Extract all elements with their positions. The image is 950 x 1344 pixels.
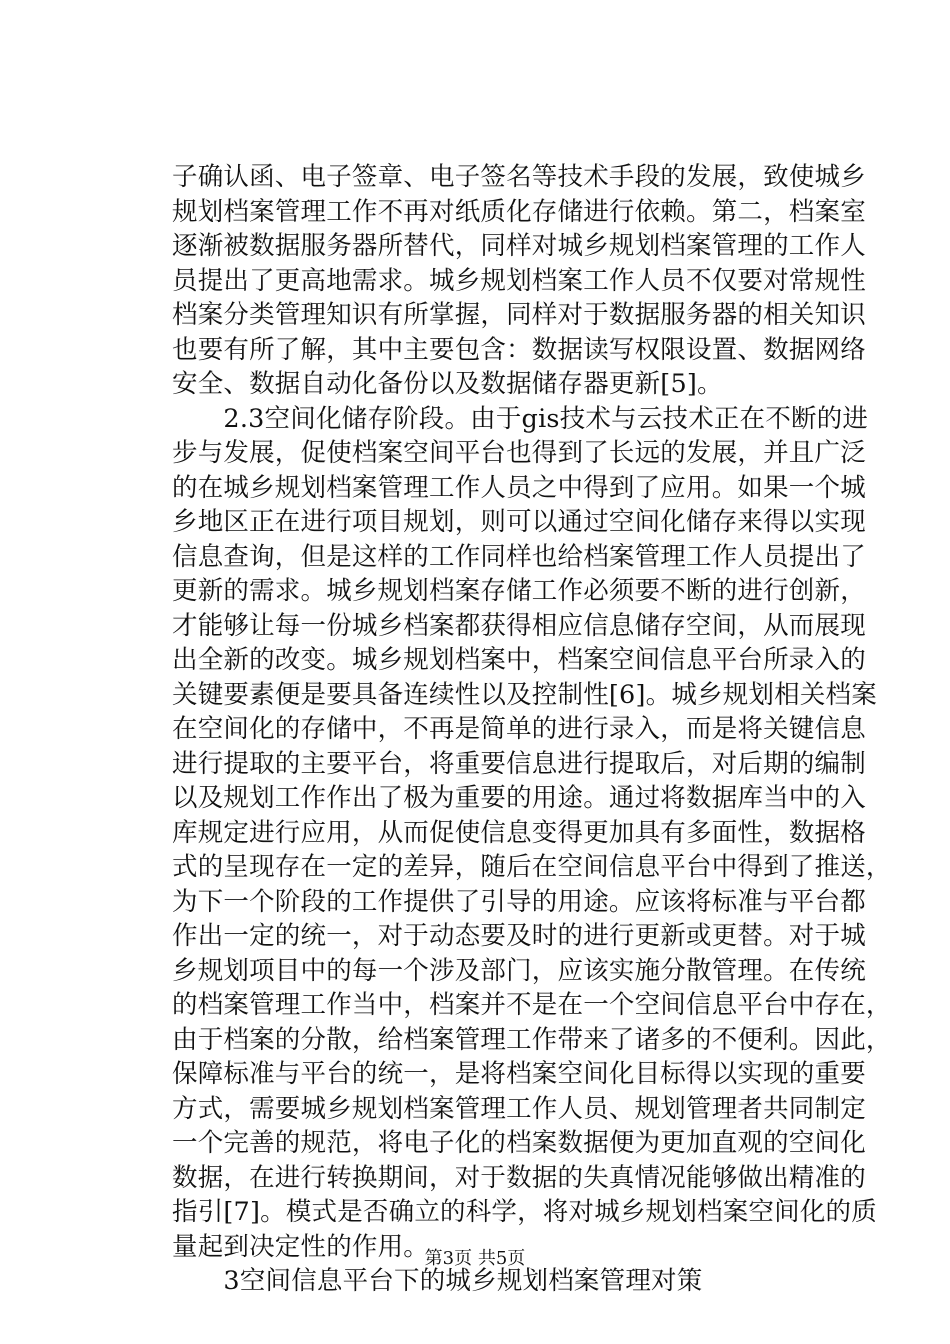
text-line: 式的呈现存在一定的差异，随后在空间信息平台中得到了推送， [172,852,892,882]
text-line: 指引[7]。模式是否确立的科学，将对城乡规划档案空间化的质 [172,1197,877,1227]
section-heading: 3空间信息平台下的城乡规划档案管理对策 [172,1266,703,1296]
text-line: 也要有所了解，其中主要包含：数据读写权限设置、数据网络 [172,334,866,365]
text-line: 安全、数据自动化备份以及数据储存器更新[5]。 [172,369,723,399]
text-line: 进行提取的主要平台，将重要信息进行提取后，对后期的编制 [172,748,866,779]
text-line: 量起到决定性的作用。 [172,1231,430,1262]
text-line: 逐渐被数据服务器所替代，同样对城乡规划档案管理的工作人 [172,231,866,261]
text-line: 信息查询，但是这样的工作同样也给档案管理工作人员提出了 [172,541,866,572]
text-line: 的档案管理工作当中，档案并不是在一个空间信息平台中存在， [172,990,892,1020]
text-line: 员提出了更高地需求。城乡规划档案工作人员不仅要对常规性 [172,265,866,296]
text-line: 子确认函、电子签章、电子签名等技术手段的发展，致使城乡 [172,162,866,192]
page-footer: 第3页 共5页 [424,1248,526,1269]
text-line: 一个完善的规范，将电子化的档案数据便为更加直观的空间化 [172,1128,866,1158]
text-line: 以及规划工作作出了极为重要的用途。通过将数据库当中的入 [172,783,866,813]
text-line: 由于档案的分散，给档案管理工作带来了诸多的不便利。因此， [172,1024,892,1055]
text-line: 方式，需要城乡规划档案管理工作人员、规划管理者共同制定 [172,1093,866,1124]
text-line: 才能够让每一份城乡档案都获得相应信息储存空间，从而展现 [172,610,866,641]
text-line: 规划档案管理工作不再对纸质化存储进行依赖。第二，档案室 [172,196,866,227]
text-line: 更新的需求。城乡规划档案存储工作必须要不断的进行创新， [172,576,866,606]
text-line: 步与发展，促使档案空间平台也得到了长远的发展，并且广泛 [172,438,866,468]
text-line: 出全新的改变。城乡规划档案中，档案空间信息平台所录入的 [172,645,866,675]
text-line: 数据，在进行转换期间，对于数据的失真情况能够做出精准的 [172,1162,866,1193]
text-line: 的在城乡规划档案管理工作人员之中得到了应用。如果一个城 [172,472,866,503]
text-line: 保障标准与平台的统一，是将档案空间化目标得以实现的重要 [172,1059,866,1089]
text-line: 乡地区正在进行项目规划，则可以通过空间化储存来得以实现 [172,507,866,537]
text-line: 为下一个阶段的工作提供了引导的用途。应该将标准与平台都 [172,886,866,917]
text-line: 乡规划项目中的每一个涉及部门，应该实施分散管理。在传统 [172,955,866,986]
text-line: 关键要素便是要具备连续性以及控制性[6]。城乡规划相关档案 [172,679,877,710]
paragraph-start-line: 2.3空间化储存阶段。由于gis技术与云技术正在不断的进 [172,403,869,434]
document-body [172,160,892,1299]
text-line: 作出一定的统一，对于动态要及时的进行更新或更替。对于城 [172,921,866,951]
text-line: 库规定进行应用，从而促使信息变得更加具有多面性，数据格 [172,817,866,848]
text-line: 在空间化的存储中，不再是简单的进行录入，而是将关键信息 [172,714,866,744]
text-line: 档案分类管理知识有所掌握，同样对于数据服务器的相关知识 [172,300,866,330]
